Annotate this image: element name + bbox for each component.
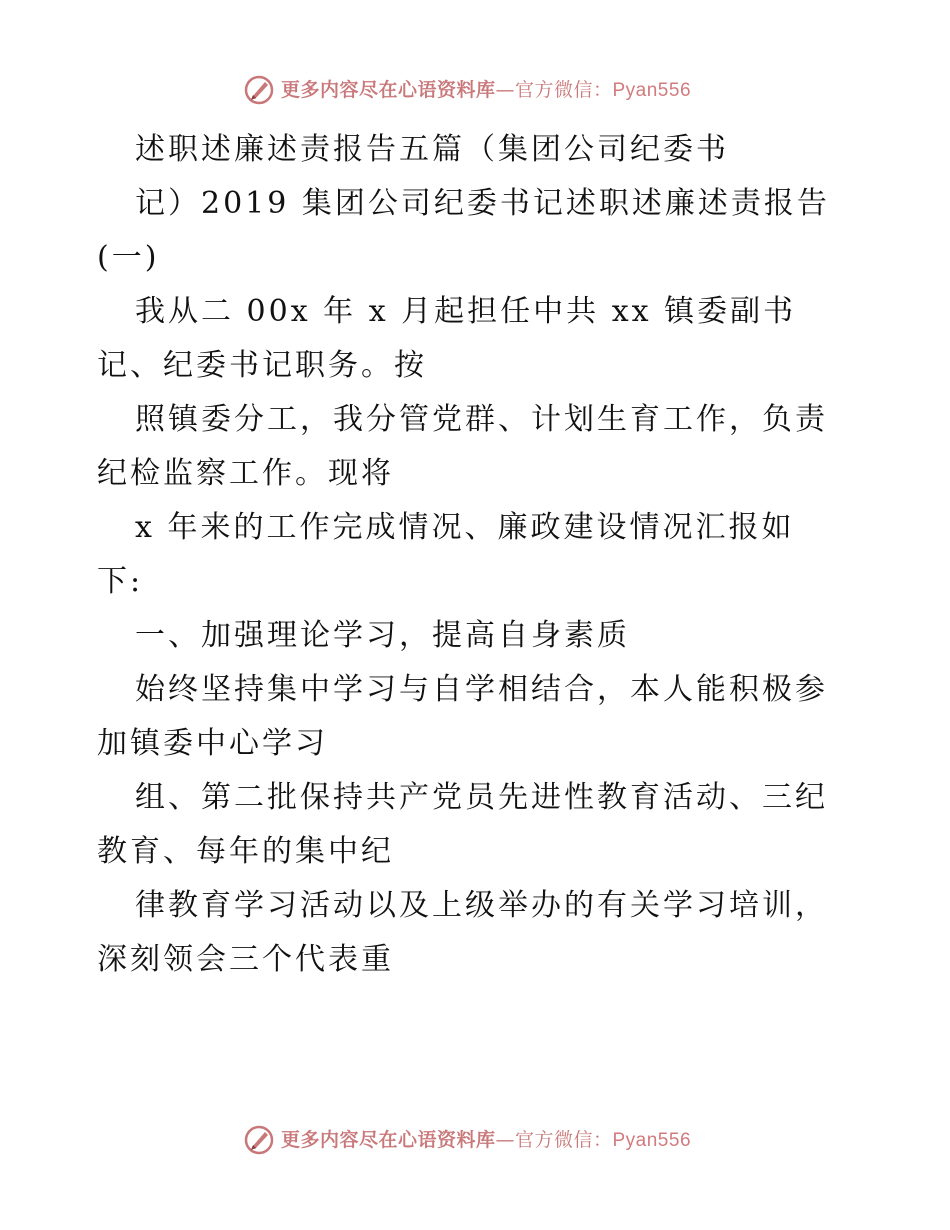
- document-line: (一): [97, 240, 160, 275]
- watermark-group: [243, 1124, 691, 1156]
- footer-watermark: [0, 1120, 950, 1160]
- watermark-main-text: 更多内容尽在心语资料库: [280, 1128, 496, 1151]
- header-watermark: [0, 70, 950, 110]
- pen-logo-icon: [243, 1124, 275, 1156]
- document-line: 纪检监察工作。现将: [97, 456, 394, 491]
- document-line: 我从二 00x 年 x 月起担任中共 xx 镇委副书: [135, 294, 797, 329]
- watermark-dash: —: [495, 1128, 515, 1151]
- document-line: 照镇委分工，我分管党群、计划生育工作，负责: [135, 402, 828, 437]
- watermark-wechat-id: Pyan556: [612, 1129, 692, 1151]
- watermark-text: [281, 78, 691, 103]
- document-line: 下:: [97, 564, 144, 599]
- document-line: 记）2019 集团公司纪委书记述职述廉述责报告: [135, 186, 830, 221]
- document-line: 始终坚持集中学习与自学相结合，本人能积极参: [135, 672, 828, 707]
- document-body: [97, 123, 867, 987]
- document-line: x 年来的工作完成情况、廉政建设情况汇报如: [135, 510, 795, 545]
- watermark-dash: —: [495, 78, 515, 101]
- watermark-wechat-id: Pyan556: [612, 79, 692, 101]
- pen-logo-icon: [243, 74, 275, 106]
- document-line: 记、纪委书记职务。按: [97, 348, 427, 383]
- document-line: 加镇委中心学习: [97, 726, 328, 761]
- document-line: 教育、每年的集中纪: [97, 834, 394, 869]
- document-line: 组、第二批保持共产党员先进性教育活动、三纪: [135, 780, 828, 815]
- document-line: 述职述廉述责报告五篇（集团公司纪委书: [135, 132, 729, 167]
- document-line: 律教育学习活动以及上级举办的有关学习培训，: [135, 888, 828, 923]
- watermark-group: [243, 74, 691, 106]
- watermark-text: [281, 1128, 691, 1153]
- document-line: 深刻领会三个代表重: [97, 942, 394, 977]
- document-line: 一、加强理论学习，提高自身素质: [135, 618, 630, 653]
- watermark-main-text: 更多内容尽在心语资料库: [280, 78, 496, 101]
- watermark-wechat-label: 官方微信：: [514, 1128, 613, 1151]
- watermark-wechat-label: 官方微信：: [514, 78, 613, 101]
